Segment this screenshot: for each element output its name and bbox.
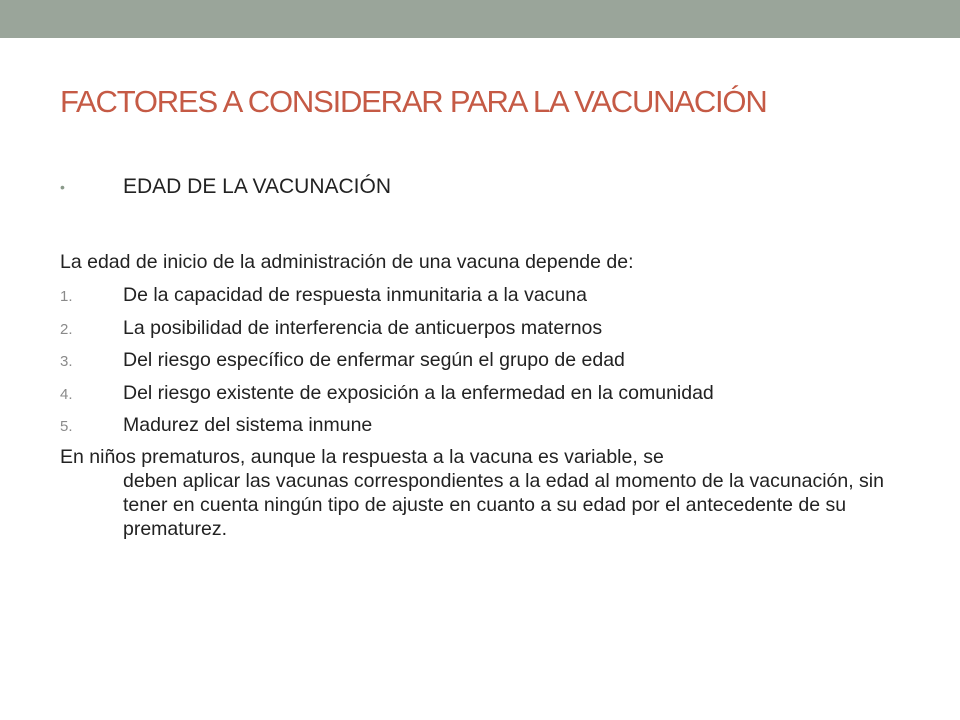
intro-text: La edad de inicio de la administración de una vacuna depende de: [60,251,634,273]
list-item-text: Del riesgo existente de exposición a la enfermedad en la comunidad [123,381,714,404]
closing-paragraph [60,445,920,541]
list-item-number: 4. [60,385,73,403]
list-item-number: 5. [60,418,73,435]
list-item-text: De la capacidad de respuesta inmunitaria a la vacuna [123,284,587,306]
closing-continuation: deben aplicar las vacunas correspondientes a la edad al momento de la vacunación, sin tener en cuenta ningún tipo de ajuste en cuanto a su edad por el antecedente de su prematurez. [123,470,884,540]
closing-first-line: En niños prematuros, aunque la respuesta a la vacuna es variable, se [60,446,664,468]
list-item-number: 3. [60,353,73,370]
list-item-text: La posibilidad de interferencia de anticuerpos maternos [123,316,603,339]
slide-title: FACTORES A CONSIDERAR PARA LA VACUNACIÓN [60,84,767,119]
list-item-number: 2. [60,320,73,338]
top-band [0,0,960,38]
bullet-marker: • [60,179,65,195]
list-item-text: Del riesgo específico de enfermar según el grupo de edad [123,349,625,371]
list-item-number: 1. [60,288,73,305]
list-item-text: Madurez del sistema inmune [123,414,373,436]
bullet-text: EDAD DE LA VACUNACIÓN [123,175,392,198]
